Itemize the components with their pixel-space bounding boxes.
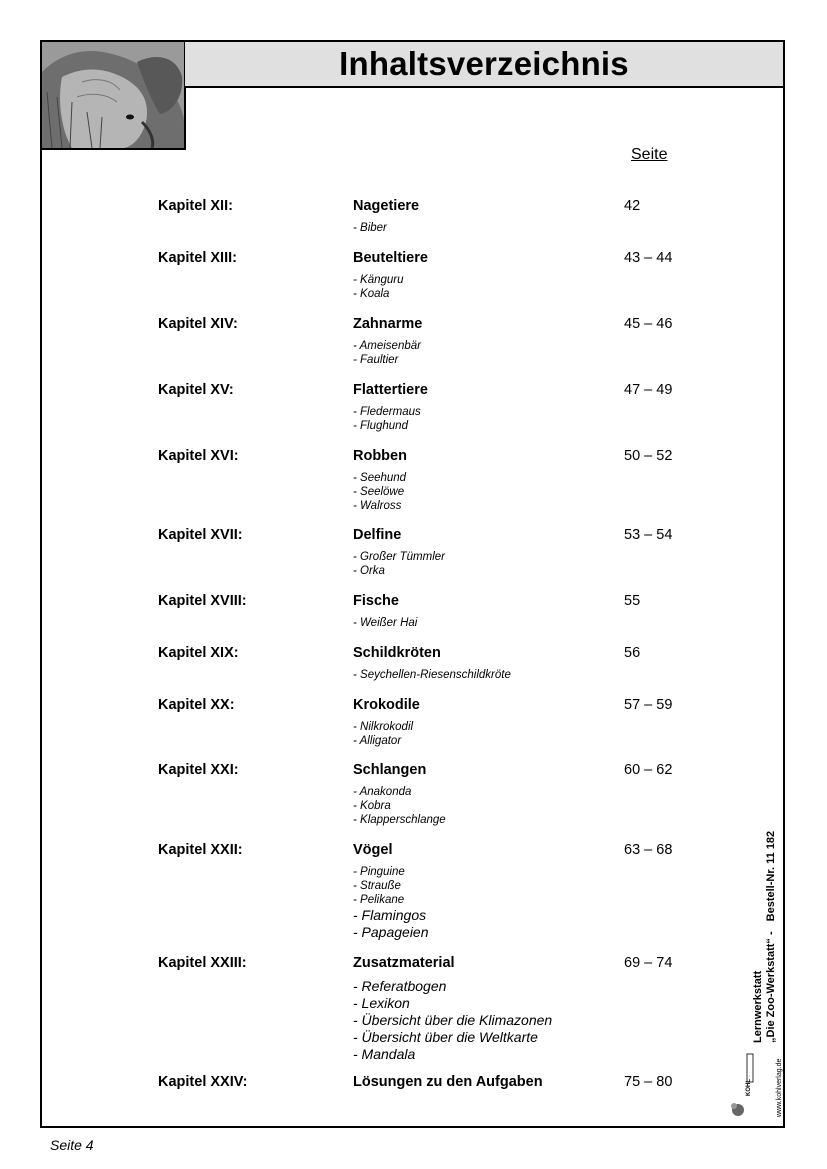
page-number-footer: Seite 4: [50, 1137, 94, 1153]
chapter-topic: Delfine: [353, 527, 402, 543]
chapter-pages: 43 – 44: [624, 250, 673, 266]
seite-column-header: Seite: [631, 146, 668, 163]
chapter-label: Kapitel XVIII:: [158, 593, 247, 609]
subtopic-item: - Flughund: [353, 420, 408, 432]
subtopic-item: - Nilkrokodil: [353, 721, 414, 733]
subtopic-item: - Fledermaus: [353, 406, 421, 418]
chapter-label: Kapitel XVI:: [158, 448, 239, 464]
chapter-pages: 75 – 80: [624, 1074, 673, 1090]
subtopic-list: [353, 865, 429, 941]
publisher-line2: [765, 831, 778, 1043]
publisher-url: www.kohlverlag.de: [776, 1058, 783, 1117]
subtopic-item: - Pelikane: [353, 894, 405, 906]
order-number: Bestell-Nr. 11 182: [765, 830, 777, 922]
chapter-topic: Zahnarme: [353, 316, 423, 332]
subtopic-item: - Lexikon: [353, 995, 410, 1011]
chapter-pages: 53 – 54: [624, 527, 673, 543]
chapter-topic: Beuteltiere: [353, 250, 428, 266]
chapter-pages: 60 – 62: [624, 762, 673, 778]
subtopic-item: - Übersicht über die Klimazonen: [353, 1012, 553, 1028]
subtopic-item: - Biber: [353, 222, 387, 234]
chapter-pages: 63 – 68: [624, 842, 673, 858]
subtopic-list: [353, 405, 421, 433]
product-title: „Die Zoo-Werkstatt“ -: [765, 931, 777, 1043]
subtopic-item: - Flamingos: [353, 907, 427, 923]
subtopic-list: [353, 785, 446, 827]
kohl-verlag-logo: [728, 1050, 754, 1118]
chapter-pages: 57 – 59: [624, 697, 673, 713]
subtopic-list: [353, 978, 552, 1063]
chapter-topic: Zusatzmaterial: [353, 955, 455, 971]
chapter-topic: Vögel: [353, 842, 393, 858]
publisher-line1: Lernwerkstatt: [752, 970, 764, 1043]
subtopic-list: [353, 720, 413, 748]
page-title: Inhaltsverzeichnis: [339, 45, 629, 82]
chapter-label: Kapitel XV:: [158, 382, 234, 398]
subtopic-item: - Strauße: [353, 880, 401, 892]
subtopic-item: - Großer Tümmler: [353, 551, 445, 563]
subtopic-item: - Pinguine: [353, 866, 405, 878]
chapter-pages: 45 – 46: [624, 316, 673, 332]
subtopic-item: - Seychellen-Riesenschildkröte: [353, 669, 511, 681]
chapter-pages: 69 – 74: [624, 955, 673, 971]
chapter-label: Kapitel XX:: [158, 697, 235, 713]
subtopic-list: [353, 668, 511, 682]
subtopic-item: - Orka: [353, 565, 385, 577]
chapter-label: Kapitel XXI:: [158, 762, 239, 778]
chapter-pages: 56: [624, 645, 641, 661]
subtopic-item: - Koala: [353, 288, 390, 300]
subtopic-item: - Känguru: [353, 274, 404, 286]
chapter-pages: 47 – 49: [624, 382, 673, 398]
chapter-label: Kapitel XVII:: [158, 527, 243, 543]
svg-text:KOHL: KOHL: [746, 1079, 752, 1096]
subtopic-list: [353, 273, 404, 301]
chapter-label: Kapitel XXIII:: [158, 955, 247, 971]
publisher-sidebar: [752, 831, 778, 1043]
subtopic-item: - Walross: [353, 500, 402, 512]
subtopic-list: [353, 550, 445, 578]
chapter-label: Kapitel XXII:: [158, 842, 243, 858]
chapter-pages: 50 – 52: [624, 448, 673, 464]
subtopic-item: - Seehund: [353, 472, 407, 484]
title-bar: [185, 40, 785, 88]
subtopic-item: - Weißer Hai: [353, 617, 418, 629]
subtopic-item: - Faultier: [353, 354, 399, 366]
chapter-topic: Schlangen: [353, 762, 427, 778]
subtopic-item: - Ameisenbär: [353, 340, 421, 352]
subtopic-item: - Referatbogen: [353, 978, 447, 994]
subtopic-item: - Seelöwe: [353, 486, 405, 498]
chapter-topic: Nagetiere: [353, 198, 420, 214]
chapter-topic: Robben: [353, 448, 407, 464]
chapter-label: Kapitel XXIV:: [158, 1074, 248, 1090]
chapter-label: Kapitel XIII:: [158, 250, 237, 266]
subtopic-list: [353, 616, 417, 630]
subtopic-item: - Übersicht über die Weltkarte: [353, 1029, 538, 1045]
chapter-label: Kapitel XIX:: [158, 645, 239, 661]
subtopic-list: [353, 221, 387, 235]
chapter-topic: Krokodile: [353, 697, 420, 713]
subtopic-item: - Alligator: [353, 735, 402, 747]
subtopic-item: - Mandala: [353, 1046, 416, 1062]
chapter-label: Kapitel XII:: [158, 198, 233, 214]
elephant-illustration: [40, 40, 186, 150]
subtopic-item: - Klapperschlange: [353, 814, 446, 826]
chapter-pages: 42: [624, 198, 641, 214]
chapter-topic: Fische: [353, 593, 399, 609]
subtopic-list: [353, 471, 406, 513]
chapter-pages: 55: [624, 593, 641, 609]
subtopic-item: - Anakonda: [353, 786, 412, 798]
subtopic-item: - Papageien: [353, 924, 429, 940]
subtopic-item: - Kobra: [353, 800, 391, 812]
chapter-topic: Flattertiere: [353, 382, 428, 398]
chapter-label: Kapitel XIV:: [158, 316, 238, 332]
chapter-topic: Schildkröten: [353, 645, 441, 661]
chapter-topic: Lösungen zu den Aufgaben: [353, 1074, 543, 1090]
subtopic-list: [353, 339, 421, 367]
